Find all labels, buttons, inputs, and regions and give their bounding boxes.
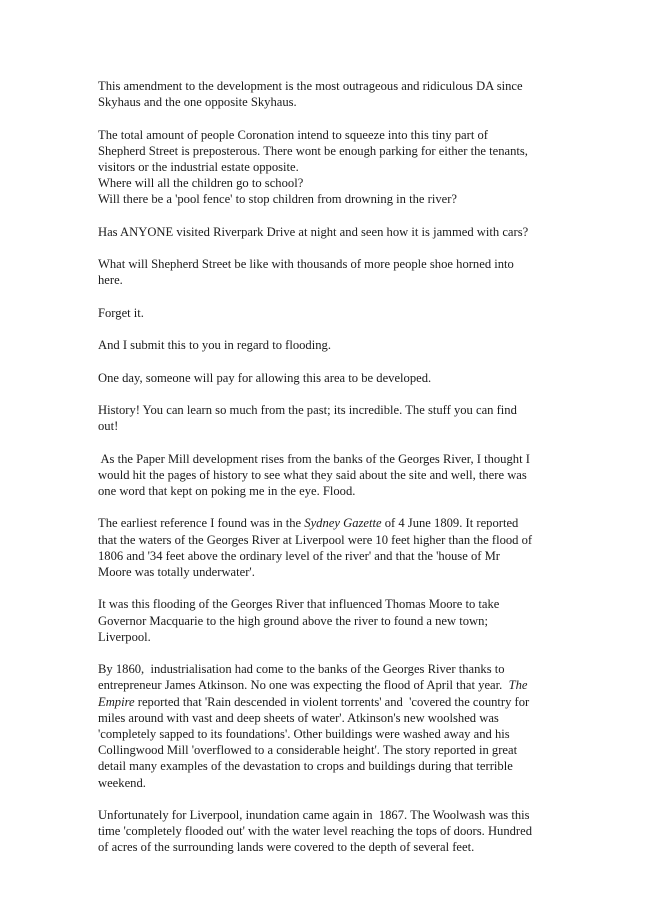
text-line: One day, someone will pay for allowing this area to be developed. bbox=[98, 370, 432, 385]
text-line: that the waters of the Georges River at Liverpool were 10 feet higher than the flood of bbox=[98, 532, 533, 547]
paragraph-2 bbox=[98, 127, 558, 208]
paragraph-4 bbox=[98, 256, 558, 288]
text-line: time 'completely flooded out' with the water level reaching the tops of doors. Hundred bbox=[98, 824, 533, 839]
document-page bbox=[98, 78, 558, 872]
text-line: By 1860, industrialisation had come to the banks of the Georges River thanks to bbox=[98, 662, 505, 677]
text-line: Will there be a 'pool fence' to stop children from drowning in the river? bbox=[98, 192, 457, 207]
text-line: Governor Macquarie to the high ground above the river to found a new town; bbox=[98, 613, 488, 628]
paragraph-1 bbox=[98, 78, 558, 110]
text-line: Has ANYONE visited Riverpark Drive at night and seen how it is jammed with cars? bbox=[98, 224, 529, 239]
text-line: entrepreneur James Atkinson. No one was expecting the flood of April that year. The bbox=[98, 678, 528, 693]
text-line: Moore was totally underwater'. bbox=[98, 564, 255, 579]
text-line: weekend. bbox=[98, 775, 146, 790]
text-line: of acres of the surrounding lands were covered to the depth of several feet. bbox=[98, 840, 475, 855]
paragraph-3 bbox=[98, 224, 558, 240]
text-line: Shepherd Street is preposterous. There wont be enough parking for either the tenants, bbox=[98, 143, 528, 158]
text-line: Liverpool. bbox=[98, 629, 151, 644]
text-line: The earliest reference I found was in the Sydney Gazette of 4 June 1809. It reported bbox=[98, 516, 519, 531]
text-line: Where will all the children go to school? bbox=[98, 176, 304, 191]
text-line: The total amount of people Coronation intend to squeeze into this tiny part of bbox=[98, 127, 488, 142]
paragraph-9 bbox=[98, 451, 558, 500]
text-line: Empire reported that 'Rain descended in violent torrents' and 'covered the country for bbox=[98, 694, 530, 709]
text-line: It was this flooding of the Georges River that influenced Thomas Moore to take bbox=[98, 597, 500, 612]
text-line: one word that kept on poking me in the eye. Flood. bbox=[98, 483, 356, 498]
text-line: This amendment to the development is the most outrageous and ridiculous DA since bbox=[98, 79, 523, 93]
paragraph-12 bbox=[98, 661, 558, 791]
text-line: 'completely sapped to its foundations'. Other buildings were washed away and his bbox=[98, 726, 510, 741]
text-line: Collingwood Mill 'overflowed to a considerable height'. The story reported in great bbox=[98, 743, 518, 758]
text-line: miles around with vast and deep sheets of water'. Atkinson's new woolshed was bbox=[98, 710, 499, 725]
italic-title: The bbox=[508, 678, 528, 693]
italic-title: Sydney Gazette bbox=[304, 516, 382, 531]
paragraph-10 bbox=[98, 515, 558, 580]
paragraph-8 bbox=[98, 402, 558, 434]
text-line: here. bbox=[98, 273, 123, 288]
text-line: Skyhaus and the one opposite Skyhaus. bbox=[98, 95, 297, 110]
text-line: 1806 and '34 feet above the ordinary level of the river' and that the 'house of Mr bbox=[98, 548, 500, 563]
paragraph-13 bbox=[98, 807, 558, 856]
text-line: History! You can learn so much from the past; its incredible. The stuff you can find bbox=[98, 402, 517, 417]
text-line: And I submit this to you in regard to flooding. bbox=[98, 338, 331, 353]
text-line: out! bbox=[98, 419, 119, 434]
paragraph-6 bbox=[98, 337, 558, 353]
text-line: would hit the pages of history to see what they said about the site and well, there was bbox=[98, 467, 527, 482]
text-line: As the Paper Mill development rises from the banks of the Georges River, I thought I bbox=[98, 451, 530, 466]
text-line: visitors or the industrial estate opposite. bbox=[98, 160, 299, 174]
text-line: What will Shepherd Street be like with thousands of more people shoe horned into bbox=[98, 257, 514, 272]
text-line: detail many examples of the devastation to crops and buildings during that terrible bbox=[98, 759, 513, 774]
italic-title: Empire bbox=[98, 694, 135, 709]
text-line: Forget it. bbox=[98, 305, 144, 320]
paragraph-5 bbox=[98, 305, 558, 321]
paragraph-7 bbox=[98, 370, 558, 386]
text-line: Unfortunately for Liverpool, inundation came again in 1867. The Woolwash was this bbox=[98, 807, 530, 822]
paragraph-11 bbox=[98, 596, 558, 645]
